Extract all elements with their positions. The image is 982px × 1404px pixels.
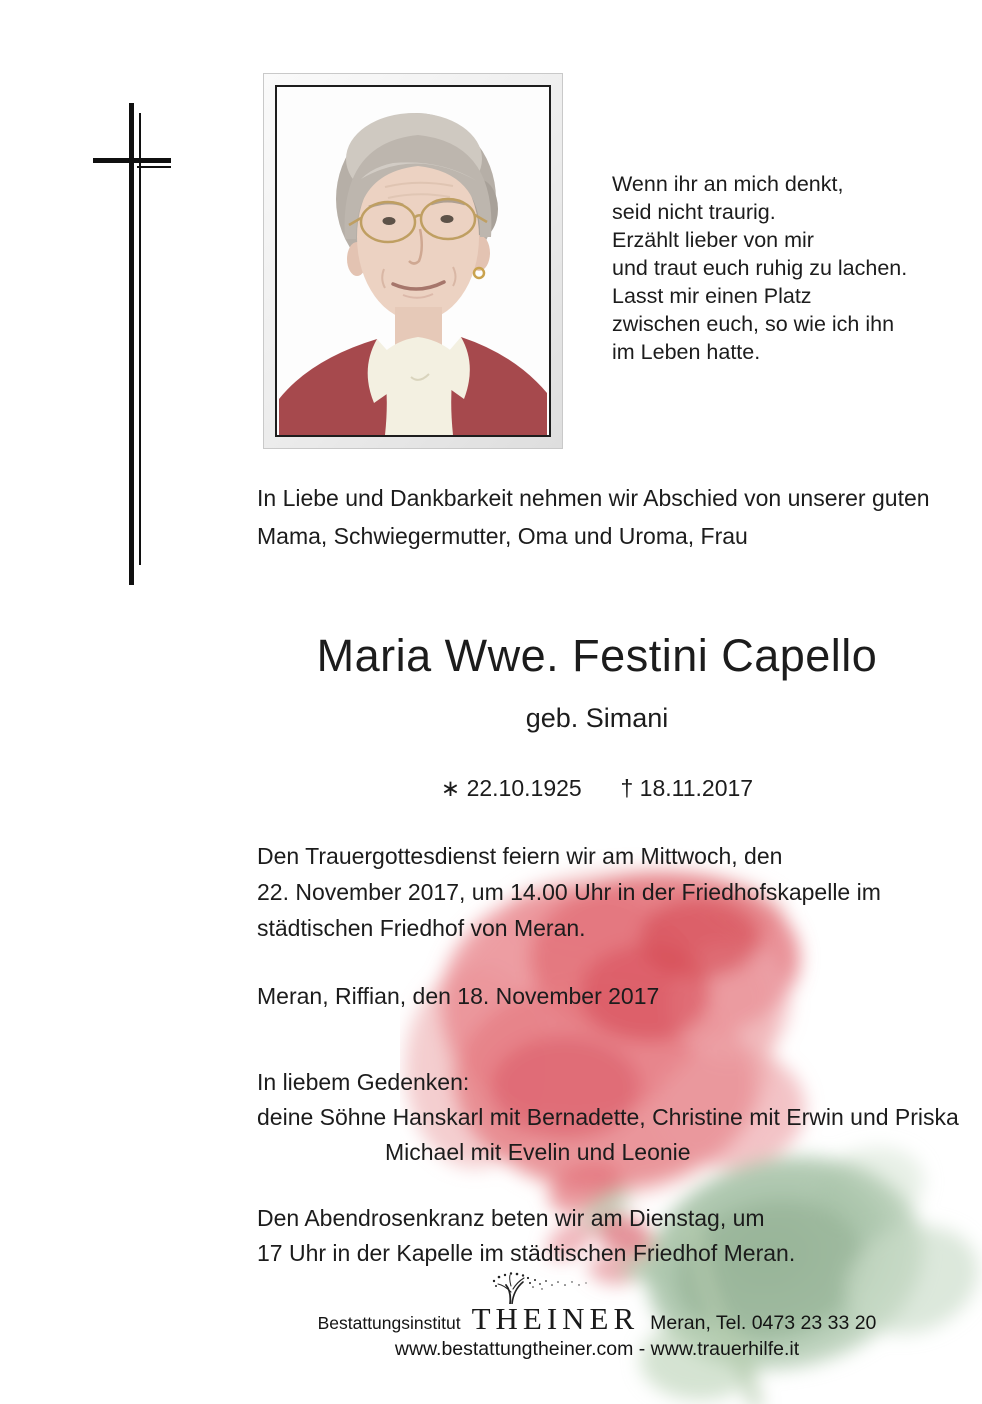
poem-line: und traut euch ruhig zu lachen. bbox=[612, 256, 908, 280]
poem-line: Lasst mir einen Platz bbox=[612, 284, 812, 308]
institute-contact: Meran, Tel. 0473 23 33 20 bbox=[650, 1312, 877, 1334]
death-dagger-icon: † bbox=[620, 775, 634, 801]
maiden-name: geb. Simani bbox=[525, 703, 669, 733]
remembrance-title: In liebem Gedenken: bbox=[257, 1069, 470, 1095]
birth-date: 22.10.1925 bbox=[466, 775, 582, 801]
intro-line: Mama, Schwiegermutter, Oma und Uroma, Frau bbox=[257, 523, 748, 549]
cross-vertical-bar bbox=[129, 103, 134, 585]
service-line: 22. November 2017, um 14.00 Uhr in der Friedhofskapelle im bbox=[257, 879, 881, 905]
cross-horizontal-echo-line bbox=[137, 166, 171, 168]
poem-line: Erzählt lieber von mir bbox=[612, 228, 814, 252]
institute-brand-label: THEINER bbox=[471, 1301, 640, 1336]
memorial-poem bbox=[612, 170, 907, 366]
poem-line: seid nicht traurig. bbox=[612, 200, 776, 224]
family-line: Michael mit Evelin und Leonie bbox=[385, 1139, 691, 1165]
portrait-photo bbox=[263, 73, 563, 449]
family-line: deine Söhne Hanskarl mit Bernadette, Christine mit Erwin und Priska bbox=[257, 1104, 959, 1130]
rosary-line: Den Abendrosenkranz beten wir am Dienstag, um bbox=[257, 1205, 765, 1231]
funeral-institute-line bbox=[257, 1301, 937, 1337]
farewell-intro bbox=[257, 479, 930, 555]
institute-prefix: Bestattungsinstitut bbox=[317, 1313, 461, 1333]
intro-line: In Liebe und Dankbarkeit nehmen wir Abschied von unserer guten bbox=[257, 485, 930, 511]
service-line: Den Trauergottesdienst feiern wir am Mittwoch, den bbox=[257, 843, 783, 869]
death-date: 18.11.2017 bbox=[639, 775, 754, 801]
elderly-woman-portrait bbox=[277, 87, 549, 435]
cross-vertical-echo-line bbox=[139, 113, 141, 565]
poem-line: im Leben hatte. bbox=[612, 340, 761, 364]
birth-star-icon: ∗ bbox=[440, 775, 461, 801]
place-date-line: Meran, Riffian, den 18. November 2017 bbox=[257, 983, 660, 1009]
rosary-info bbox=[257, 1201, 795, 1271]
deceased-name: Maria Wwe. Festini Capello bbox=[316, 630, 878, 681]
poem-line: Wenn ihr an mich denkt, bbox=[612, 172, 844, 196]
cross-horizontal-bar bbox=[93, 158, 171, 163]
life-dates bbox=[257, 775, 937, 802]
portrait-photo-inner bbox=[275, 85, 551, 437]
institute-brand bbox=[472, 1301, 640, 1337]
remembrance-block bbox=[257, 1065, 959, 1170]
institute-websites: www.bestattungtheiner.com - www.trauerhilfe.it bbox=[394, 1338, 800, 1360]
tree-icon bbox=[486, 1272, 596, 1304]
service-line: städtischen Friedhof von Meran. bbox=[257, 915, 586, 941]
rosary-line: 17 Uhr in der Kapelle im städtischen Friedhof Meran. bbox=[257, 1240, 796, 1266]
funeral-service-info bbox=[257, 838, 881, 946]
poem-line: zwischen euch, so wie ich ihn bbox=[612, 312, 895, 336]
